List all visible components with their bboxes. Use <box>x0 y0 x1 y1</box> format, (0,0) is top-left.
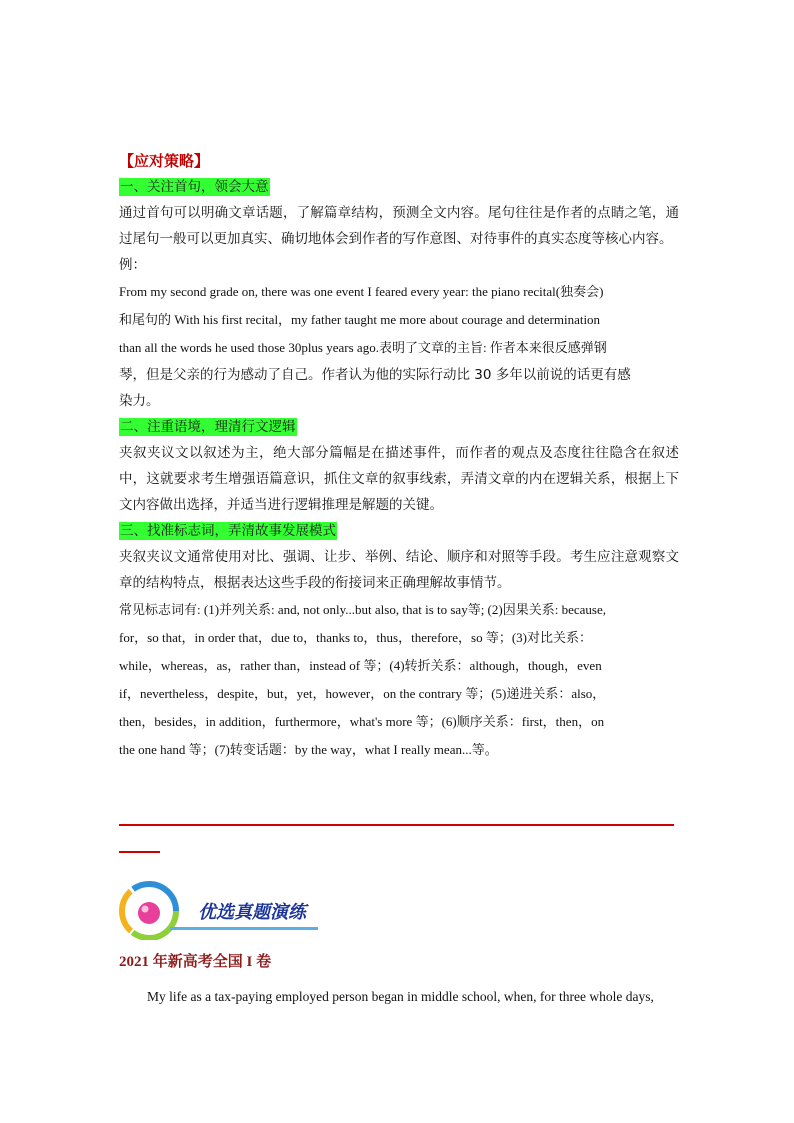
section1-heading: 一、关注首句，领会大意 <box>120 179 269 195</box>
practice-banner <box>118 880 348 940</box>
markers-line-4: if，nevertheless，despite，but，yet，however，on the contrary 等；(5)递进关系：also， <box>119 686 606 701</box>
markers-line-3: while，whereas，as，rather than，instead of 等；(4)转折关系：although，though，even <box>119 658 602 673</box>
strategy-title: 【应对策略】 <box>119 152 210 170</box>
markers-line-2: for，so that，in order that，due to，thanks to，thus，therefore，so 等；(3)对比关系： <box>119 630 592 645</box>
example-line-2: 和尾句的 With his first recital，my father taught me more about courage and determination <box>119 312 601 327</box>
exam-title: 2021 年新高考全国 I 卷 <box>119 954 272 970</box>
banner-ball-icon <box>138 902 160 924</box>
banner-text: 优选真题演练 <box>198 902 306 923</box>
example-line-5: 染力。 <box>119 393 160 409</box>
divider-short <box>119 851 160 853</box>
strategy-section <box>119 148 679 764</box>
section3-heading-line <box>119 518 679 544</box>
example-label: 例： <box>119 257 146 273</box>
section3-heading: 三、找准标志词，弄清故事发展模式 <box>120 523 336 539</box>
section2-body: 夹叙夹议文以叙述为主，绝大部分篇幅是在描述事件，而作者的观点及态度往往隐含在叙述中，这就要求考生增强语篇意识，抓住文章的叙事线索，弄清文章的内在逻辑关系，根据上下文内容做出选择，并适当进行逻辑推理是解题的关键。 <box>119 445 679 513</box>
divider-long <box>119 824 674 826</box>
example-line-1: From my second grade on, there was one event I feared every year: the piano recital(独奏会) <box>119 284 604 299</box>
banner-underline <box>170 927 318 930</box>
section3-body: 夹叙夹议文通常使用对比、强调、让步、举例、结论、顺序和对照等手段。考生应注意观察文章的结构特点，根据表达这些手段的衔接词来正确理解故事情节。 <box>119 549 679 591</box>
markers-line-5: then，besides，in addition，furthermore，what's more 等；(6)顺序关系：first，then，on <box>119 714 605 729</box>
section1-heading-line <box>119 174 679 200</box>
example-line-4: 琴，但是父亲的行为感动了自己。作者认为他的实际行动比 30 多年以前说的话更有感 <box>119 367 631 383</box>
example-line-3: than all the words he used those 30plus years ago.表明了文章的主旨: 作者本来很反感弹钢 <box>119 340 607 355</box>
section2-heading: 二、注重语境，理清行文逻辑 <box>120 419 296 435</box>
passage-first-line: My life as a tax-paying employed person began in middle school, when, for three whole days, <box>147 989 654 1004</box>
markers-line-1: 常见标志词有: (1)并列关系: and, not only...but also, that is to say等; (2)因果关系: because, <box>119 602 606 617</box>
markers-line-6: the one hand 等；(7)转变话题：by the way，what I really mean...等。 <box>119 742 498 757</box>
section1-body: 通过首句可以明确文章话题，了解篇章结构，预测全文内容。尾句往往是作者的点睛之笔，通过尾句一般可以更加真实、确切地体会到作者的写作意图、对待事件的真实态度等核心内容。 <box>119 205 679 247</box>
section2-heading-line <box>119 414 679 440</box>
